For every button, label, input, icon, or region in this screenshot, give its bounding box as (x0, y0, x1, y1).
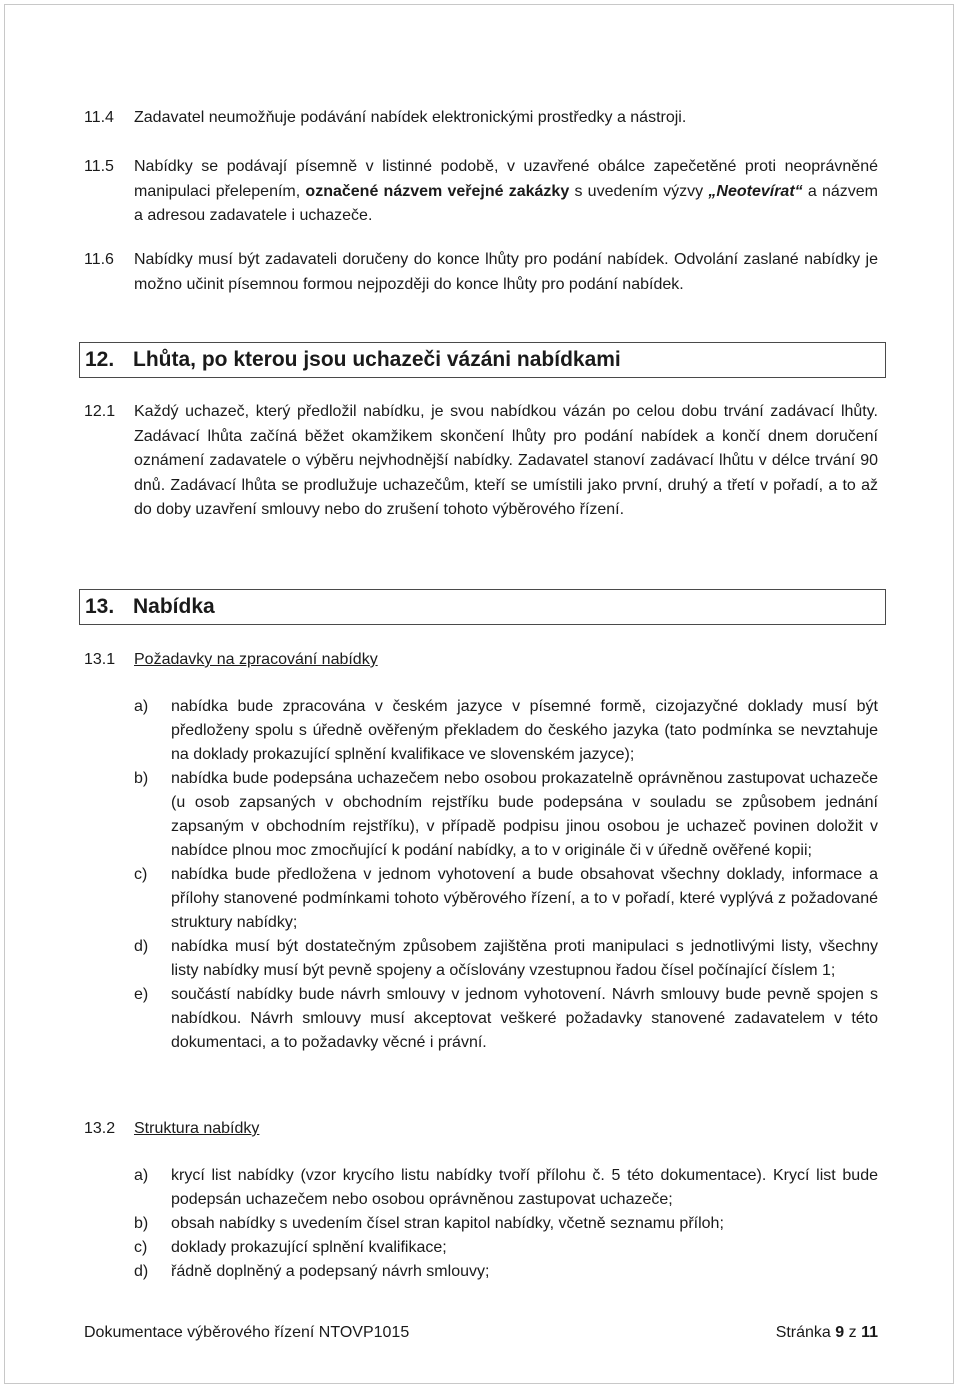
section-title: Struktura nabídky (134, 1120, 260, 1137)
text-bold: označené názvem veřejné zakázky (305, 182, 570, 200)
heading-title: Lhůta, po kterou jsou uchazeči vázáni nabídkami (133, 348, 621, 371)
section-number: 12.1 (84, 403, 116, 420)
list-marker: a) (134, 698, 149, 715)
section-number: 11.4 (84, 109, 114, 126)
structure-list (134, 1164, 878, 1284)
list-text: nabídka musí být dostatečným způsobem zajištěna proti manipulaci s jednotlivými listy, všechny listy nabídky musí být pevně spojeny a očíslovány vzestupnou řadou čísel počínající číslem 1; (171, 938, 878, 979)
list-marker: d) (134, 1263, 149, 1280)
list-text: součástí nabídky bude návrh smlouvy v jednom vyhotovení. Návrh smlouvy bude pevně spojen s nabídkou. Návrh smlouvy musí akceptovat veškeré požadavky stanovené zadavatelem v této dokumentaci, a to požadavky věcné i právní. (171, 986, 878, 1051)
page-total: 11 (861, 1324, 878, 1341)
list-text: nabídka bude předložena v jednom vyhotovení a bude obsahovat všechny doklady, informace a přílohy stanovené podmínkami tohoto výběrového řízení, a to v pořadí, které vyplývá z požadované struktury nabídky; (171, 866, 878, 931)
section-11-4 (84, 106, 878, 131)
list-marker: a) (134, 1167, 149, 1184)
list-marker: e) (134, 986, 149, 1003)
heading-number: 12. (85, 348, 115, 371)
list-item (134, 863, 878, 935)
list-marker: b) (134, 1215, 149, 1232)
text-part: a názvem a adresou zadavatele i uchazeče. (134, 182, 879, 224)
list-item (134, 695, 878, 767)
section-11-5 (84, 155, 878, 229)
list-item (134, 1236, 878, 1260)
heading-number: 13. (85, 595, 115, 618)
section-11-6 (84, 248, 878, 297)
section-text: Nabídky musí být zadavateli doručeny do konce lhůty pro podání nabídek. Odvolání zaslané nabídky je možno učinit písemnou formou nejpozději do konce lhůty pro podání nabídek. (134, 251, 878, 293)
page-current: 9 (835, 1324, 845, 1341)
list-item (134, 935, 878, 983)
requirements-list (134, 695, 878, 1055)
section-text: Zadavatel neumožňuje podávání nabídek elektronickými prostředky a nástroji. (134, 109, 687, 126)
list-item (134, 1260, 878, 1284)
section-12-1 (84, 400, 878, 523)
list-text: řádně doplněný a podepsaný návrh smlouvy; (171, 1263, 490, 1280)
section-number: 13.1 (84, 651, 116, 668)
section-text: Každý uchazeč, který předložil nabídku, je svou nabídkou vázán po celou dobu trvání zadávací lhůty. Zadávací lhůta začíná běžet okamžikem skončení lhůty pro podání nabídek a končí dnem doručení oznámení zadavatele o výběru nejvhodnější nabídky. Zadavatel stanoví zadávací lhůtu v délce trvání 90 dnů. Zadávací lhůta se prodlužuje uchazečům, kteří se umístili jako první, druhý a třetí v pořadí, a to až do doby uzavření smlouvy nebo do zrušení tohoto výběrového řízení. (134, 403, 878, 518)
list-marker: d) (134, 938, 149, 955)
list-text: krycí list nabídky (vzor krycího listu nabídky tvoří přílohu č. 5 této dokumentace). Krycí list bude podepsán uchazečem nebo osobou oprávněnou zastupovat uchazeče; (171, 1167, 878, 1208)
list-marker: c) (134, 866, 148, 883)
footer-document-title: Dokumentace výběrového řízení NTOVP1015 (84, 1324, 410, 1341)
page-prefix: Stránka (775, 1324, 836, 1341)
section-number: 13.2 (84, 1120, 116, 1137)
list-text: doklady prokazující splnění kvalifikace; (171, 1239, 447, 1256)
text-part: Nabídky se podávají písemně v listinné podobě, v uzavřené obálce zapečetěné proti neoprávněné manipulaci přelepením, (134, 158, 878, 200)
section-number: 11.6 (84, 251, 114, 268)
heading-title: Nabídka (133, 595, 215, 618)
list-text: obsah nabídky s uvedením čísel stran kapitol nabídky, včetně seznamu příloh; (171, 1215, 724, 1232)
page-separator: z (844, 1324, 862, 1341)
text-part: s uvedením výzvy (569, 182, 709, 200)
text-italic: „Neotevírat“ (708, 182, 803, 200)
list-item (134, 1212, 878, 1236)
list-text: nabídka bude podepsána uchazečem nebo osobou prokazatelně oprávněnou zastupovat uchazeče (u osob zapsaných v obchodním rejstříku bude podepsána v souladu se způsobem jednání zapsaným v obchodním rejstříku), v případě podpisu jinou osobou je uchazeč povinen doložit v nabídce plnou moc zmocňující k podání nabídky, a to v originále či v úředně ověřené kopii; (171, 770, 878, 859)
list-marker: c) (134, 1239, 148, 1256)
section-title: Požadavky na zpracování nabídky (134, 651, 378, 668)
list-marker: b) (134, 770, 149, 787)
list-item (134, 1164, 878, 1212)
list-item (134, 767, 878, 863)
page-number (776, 1322, 878, 1344)
heading-13 (79, 589, 886, 625)
section-text (134, 155, 878, 229)
heading-12 (79, 342, 886, 378)
list-item (134, 983, 878, 1055)
section-number: 11.5 (84, 158, 114, 175)
list-text: nabídka bude zpracována v českém jazyce v písemné formě, cizojazyčné doklady musí být předloženy spolu s úředně ověřeným překladem do českého jazyka (tato podmínka se nevztahuje na doklady prokazující splnění kvalifikace ve slovenském jazyce); (171, 698, 878, 763)
